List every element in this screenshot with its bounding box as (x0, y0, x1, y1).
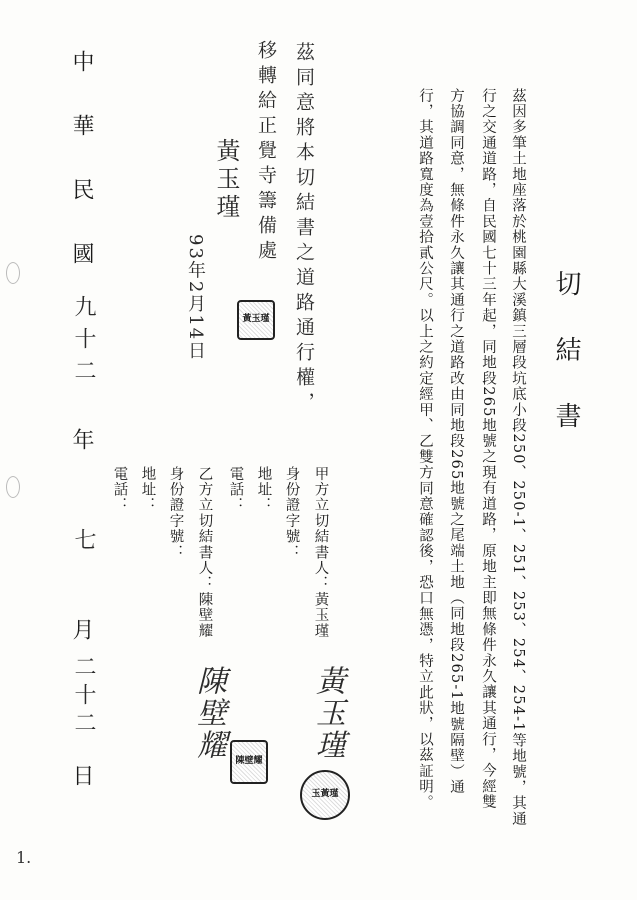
binding-hole-top (6, 262, 20, 284)
date-month: 七 (71, 528, 96, 550)
date-year-unit: 年 (69, 428, 94, 450)
party-a-phone-line: 電話： (227, 466, 244, 514)
date-year: 九十二 (71, 295, 96, 391)
party-b-seal: 陳壁耀 (230, 740, 268, 784)
date-day: 二十二 (71, 655, 96, 739)
grant-note-date: 93年2月14日 (185, 234, 206, 362)
party-a-name-line: 甲方立切結書人：黃玉瑾 (312, 466, 329, 639)
party-b-id-line: 身份證字號： (167, 466, 184, 561)
party-b-address-line: 地址： (139, 466, 156, 514)
page-number-mark: 1. (16, 848, 32, 867)
document-title: 切結書 (551, 270, 581, 468)
date-era: 中華民國 (69, 50, 94, 306)
date-day-unit: 日 (69, 764, 94, 786)
grant-note-line-1: 茲同意將本切結書之道路通行權， (293, 42, 315, 417)
grant-note-signer: 黃玉瑾 (212, 138, 240, 222)
party-a-signature: 黃玉瑾 (310, 665, 345, 761)
party-b-name-line: 乙方立切結書人：陳壁耀 (196, 466, 213, 639)
body-line-2: 行之交通道路，自民國七十三年起，同地段265地號之現有道路，原地主即無條件永久讓其通行，今經雙 (480, 88, 496, 811)
body-line-1: 茲因多筆土地座落於桃園縣大溪鎮三層段坑底小段250、250-1、251、253、254、254-1等地號，其通 (510, 88, 526, 827)
party-a-address-line: 地址： (255, 466, 272, 514)
binding-hole-bottom (6, 476, 20, 498)
party-a-id-line: 身份證字號： (283, 466, 300, 561)
party-b-signature: 陳壁耀 (191, 665, 226, 761)
grant-note-seal: 黃玉瑾 (237, 300, 275, 340)
body-line-3: 方協調同意，無條件永久讓其通行之道路改由同地段265地號之尾端土地（同地段265-1地號隔壁）通 (448, 88, 464, 796)
party-a-seal: 玉黃瑾 (300, 770, 350, 820)
date-month-unit: 月 (69, 618, 94, 640)
grant-note-line-2: 移轉給正覺寺籌備處 (255, 40, 277, 265)
body-line-4: 行，其道路寬度為壹拾貳公尺。以上之約定經甲、乙雙方同意確認後，恐口無憑，特立此狀，以茲証明。 (417, 88, 433, 811)
party-b-phone-line: 電話： (111, 466, 128, 514)
